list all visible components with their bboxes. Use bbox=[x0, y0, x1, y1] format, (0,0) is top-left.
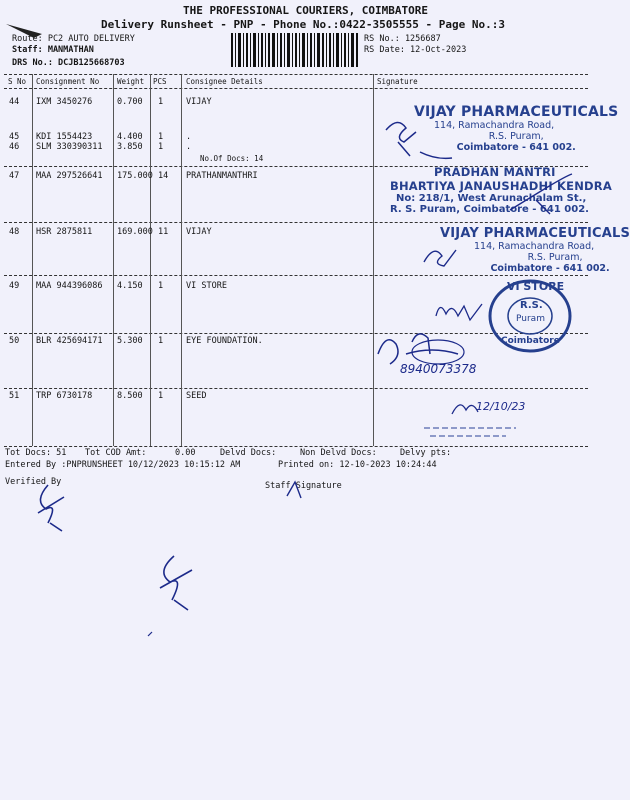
table-top-rule bbox=[4, 74, 588, 75]
row-pcs: 11 bbox=[158, 227, 169, 237]
row-consignee: VIJAY bbox=[186, 97, 212, 107]
row-weight: 3.850 bbox=[117, 142, 143, 152]
row-consignment: MAA 297526641 bbox=[36, 171, 103, 181]
row-weight: 4.400 bbox=[117, 132, 143, 142]
row-weight: 5.300 bbox=[117, 336, 143, 346]
barcode bbox=[231, 33, 359, 67]
route-label: Route: PC2 AUTO DELIVERY bbox=[12, 34, 135, 44]
header-bottom-rule bbox=[4, 88, 588, 89]
row-pcs: 14 bbox=[158, 171, 169, 181]
stamp-company-name: VIJAY PHARMACEUTICALS bbox=[414, 104, 619, 120]
vi-store-bottom-text: Coimbatore bbox=[501, 336, 560, 346]
stamp-address-line: Coimbatore - 641 002. bbox=[456, 142, 576, 153]
stamp-address-line: R.S. Puram, bbox=[527, 252, 583, 263]
printed-on: Printed on: 12-10-2023 10:24:44 bbox=[278, 460, 437, 470]
row-consignee: . bbox=[186, 142, 192, 152]
row-sno: 49 bbox=[9, 281, 20, 291]
row-consignee: PRATHANMANTHRI bbox=[186, 171, 258, 181]
vijay-pharmaceuticals-stamp-2 bbox=[440, 226, 630, 274]
row-consignee: VIJAY bbox=[186, 227, 212, 237]
handwritten-phone: 8940073378 bbox=[400, 362, 477, 376]
row-sno: 50 bbox=[9, 336, 20, 346]
col-divider bbox=[373, 74, 374, 446]
row-consignment: KDI 1554423 bbox=[36, 132, 93, 142]
vi-store-top-text: VI STORE bbox=[507, 280, 565, 293]
row-divider bbox=[4, 222, 588, 223]
stamp-line: R. S. Puram, Coimbatore - 641 002. bbox=[390, 204, 589, 215]
ink-dot bbox=[146, 630, 154, 638]
stamp-address-line: R.S. Puram, bbox=[488, 131, 544, 142]
tot-cod-value: 0.00 bbox=[175, 448, 196, 458]
row-weight: 8.500 bbox=[117, 391, 143, 401]
row-weight: 0.700 bbox=[117, 97, 143, 107]
footer-totals bbox=[5, 448, 66, 458]
delvd-docs-label: Delvd Docs: bbox=[220, 448, 277, 458]
row-pcs: 1 bbox=[158, 391, 164, 401]
row-sno: 44 bbox=[9, 97, 20, 107]
rs-number: RS No.: 1256687 bbox=[364, 34, 441, 44]
row-weight: 169.000 bbox=[117, 227, 153, 237]
corner-mark bbox=[4, 20, 44, 40]
col-header-consignee: Consignee Details bbox=[186, 77, 263, 86]
delvy-pts-label: Delvy pts: bbox=[400, 448, 452, 458]
row-pcs: 1 bbox=[158, 336, 164, 346]
verified-signature bbox=[30, 483, 70, 533]
row-pcs: 1 bbox=[158, 132, 164, 142]
row-consignment: IXM 3450276 bbox=[36, 97, 93, 107]
drs-number: DRS No.: DCJB125668703 bbox=[12, 58, 125, 68]
signature-scribble bbox=[448, 396, 498, 420]
col-divider bbox=[181, 74, 182, 446]
rs-date: RS Date: 12-Oct-2023 bbox=[364, 45, 467, 55]
row-sno: 47 bbox=[9, 171, 20, 181]
row-sno: 46 bbox=[9, 142, 20, 152]
signature-scribble bbox=[418, 238, 468, 274]
tot-docs: Tot Docs: 51 bbox=[5, 448, 67, 458]
stamp-company-name: VIJAY PHARMACEUTICALS bbox=[440, 226, 630, 241]
row-weight: 175.000 bbox=[117, 171, 153, 181]
col-header-consignment: Consignment No bbox=[36, 77, 100, 86]
staff-signature-label: Staff Signature bbox=[265, 481, 342, 491]
row-sno: 51 bbox=[9, 391, 20, 401]
row-consignment: SLM 330390311 bbox=[36, 142, 103, 152]
col-header-weight: Weight bbox=[117, 77, 145, 86]
handwritten-date: 12/10/23 bbox=[476, 400, 526, 413]
pradhan-mantri-stamp bbox=[390, 165, 612, 215]
row-pcs: 1 bbox=[158, 97, 164, 107]
stamp-address-line: Coimbatore - 641 002. bbox=[490, 263, 610, 274]
vi-store-mid-text: R.S. bbox=[520, 300, 543, 311]
stamp-line: BHARTIYA JANAUSHADHI KENDRA bbox=[390, 179, 612, 193]
row-divider bbox=[4, 388, 588, 389]
stamp-line: PRADHAN MANTRI bbox=[434, 165, 556, 179]
large-signature bbox=[150, 552, 200, 612]
col-header-pcs: PCS bbox=[153, 77, 167, 86]
stamp-address-line: 114, Ramachandra Road, bbox=[434, 120, 555, 131]
row-consignment: BLR 425694171 bbox=[36, 336, 103, 346]
col-divider bbox=[150, 74, 151, 446]
row-pcs: 1 bbox=[158, 281, 164, 291]
verified-by-label: Verified By bbox=[5, 477, 62, 487]
non-delvd-docs-label: Non Delvd Docs: bbox=[300, 448, 377, 458]
no-of-docs: No.Of Docs: 14 bbox=[200, 154, 264, 163]
entered-by: Entered By :PNPRUNSHEET 10/12/2023 10:15:12 AM bbox=[5, 460, 241, 470]
row-consignment: TRP 6730178 bbox=[36, 391, 93, 401]
company-title: THE PROFESSIONAL COURIERS, COIMBATORE bbox=[183, 4, 429, 17]
col-divider bbox=[113, 74, 114, 446]
stamp-line: No: 218/1, West Arunachalam St., bbox=[396, 193, 587, 204]
row-consignee: VI STORE bbox=[186, 281, 227, 291]
row-consignment: MAA 944396086 bbox=[36, 281, 103, 291]
vi-store-mid-text: Puram bbox=[516, 314, 545, 324]
row-pcs: 1 bbox=[158, 142, 164, 152]
staff-label: Staff: MANMATHAN bbox=[12, 45, 94, 55]
stamp-address-line: 114, Ramachandra Road, bbox=[474, 241, 595, 252]
row-divider bbox=[4, 275, 588, 276]
col-divider bbox=[32, 74, 33, 446]
row-consignee: . bbox=[186, 132, 192, 142]
table-bottom-rule bbox=[4, 446, 588, 447]
row-consignee: SEED bbox=[186, 391, 207, 401]
runsheet-subtitle: Delivery Runsheet - PNP - Phone No.:0422-3505555 - Page No.:3 bbox=[101, 18, 505, 31]
staff-signature-mark bbox=[283, 478, 307, 502]
row-sno: 45 bbox=[9, 132, 20, 142]
row-consignee: EYE FOUNDATION. bbox=[186, 336, 263, 346]
row-weight: 4.150 bbox=[117, 281, 143, 291]
signature-scribble bbox=[506, 170, 576, 220]
tot-cod-label: Tot COD Amt: bbox=[85, 448, 147, 458]
row-sno: 48 bbox=[9, 227, 20, 237]
row-consignment: HSR 2875811 bbox=[36, 227, 93, 237]
col-header-signature: Signature bbox=[377, 77, 418, 86]
col-header-sno: S No bbox=[8, 77, 27, 86]
signature-scribble bbox=[376, 112, 456, 162]
faded-stamp-mark bbox=[420, 420, 520, 444]
